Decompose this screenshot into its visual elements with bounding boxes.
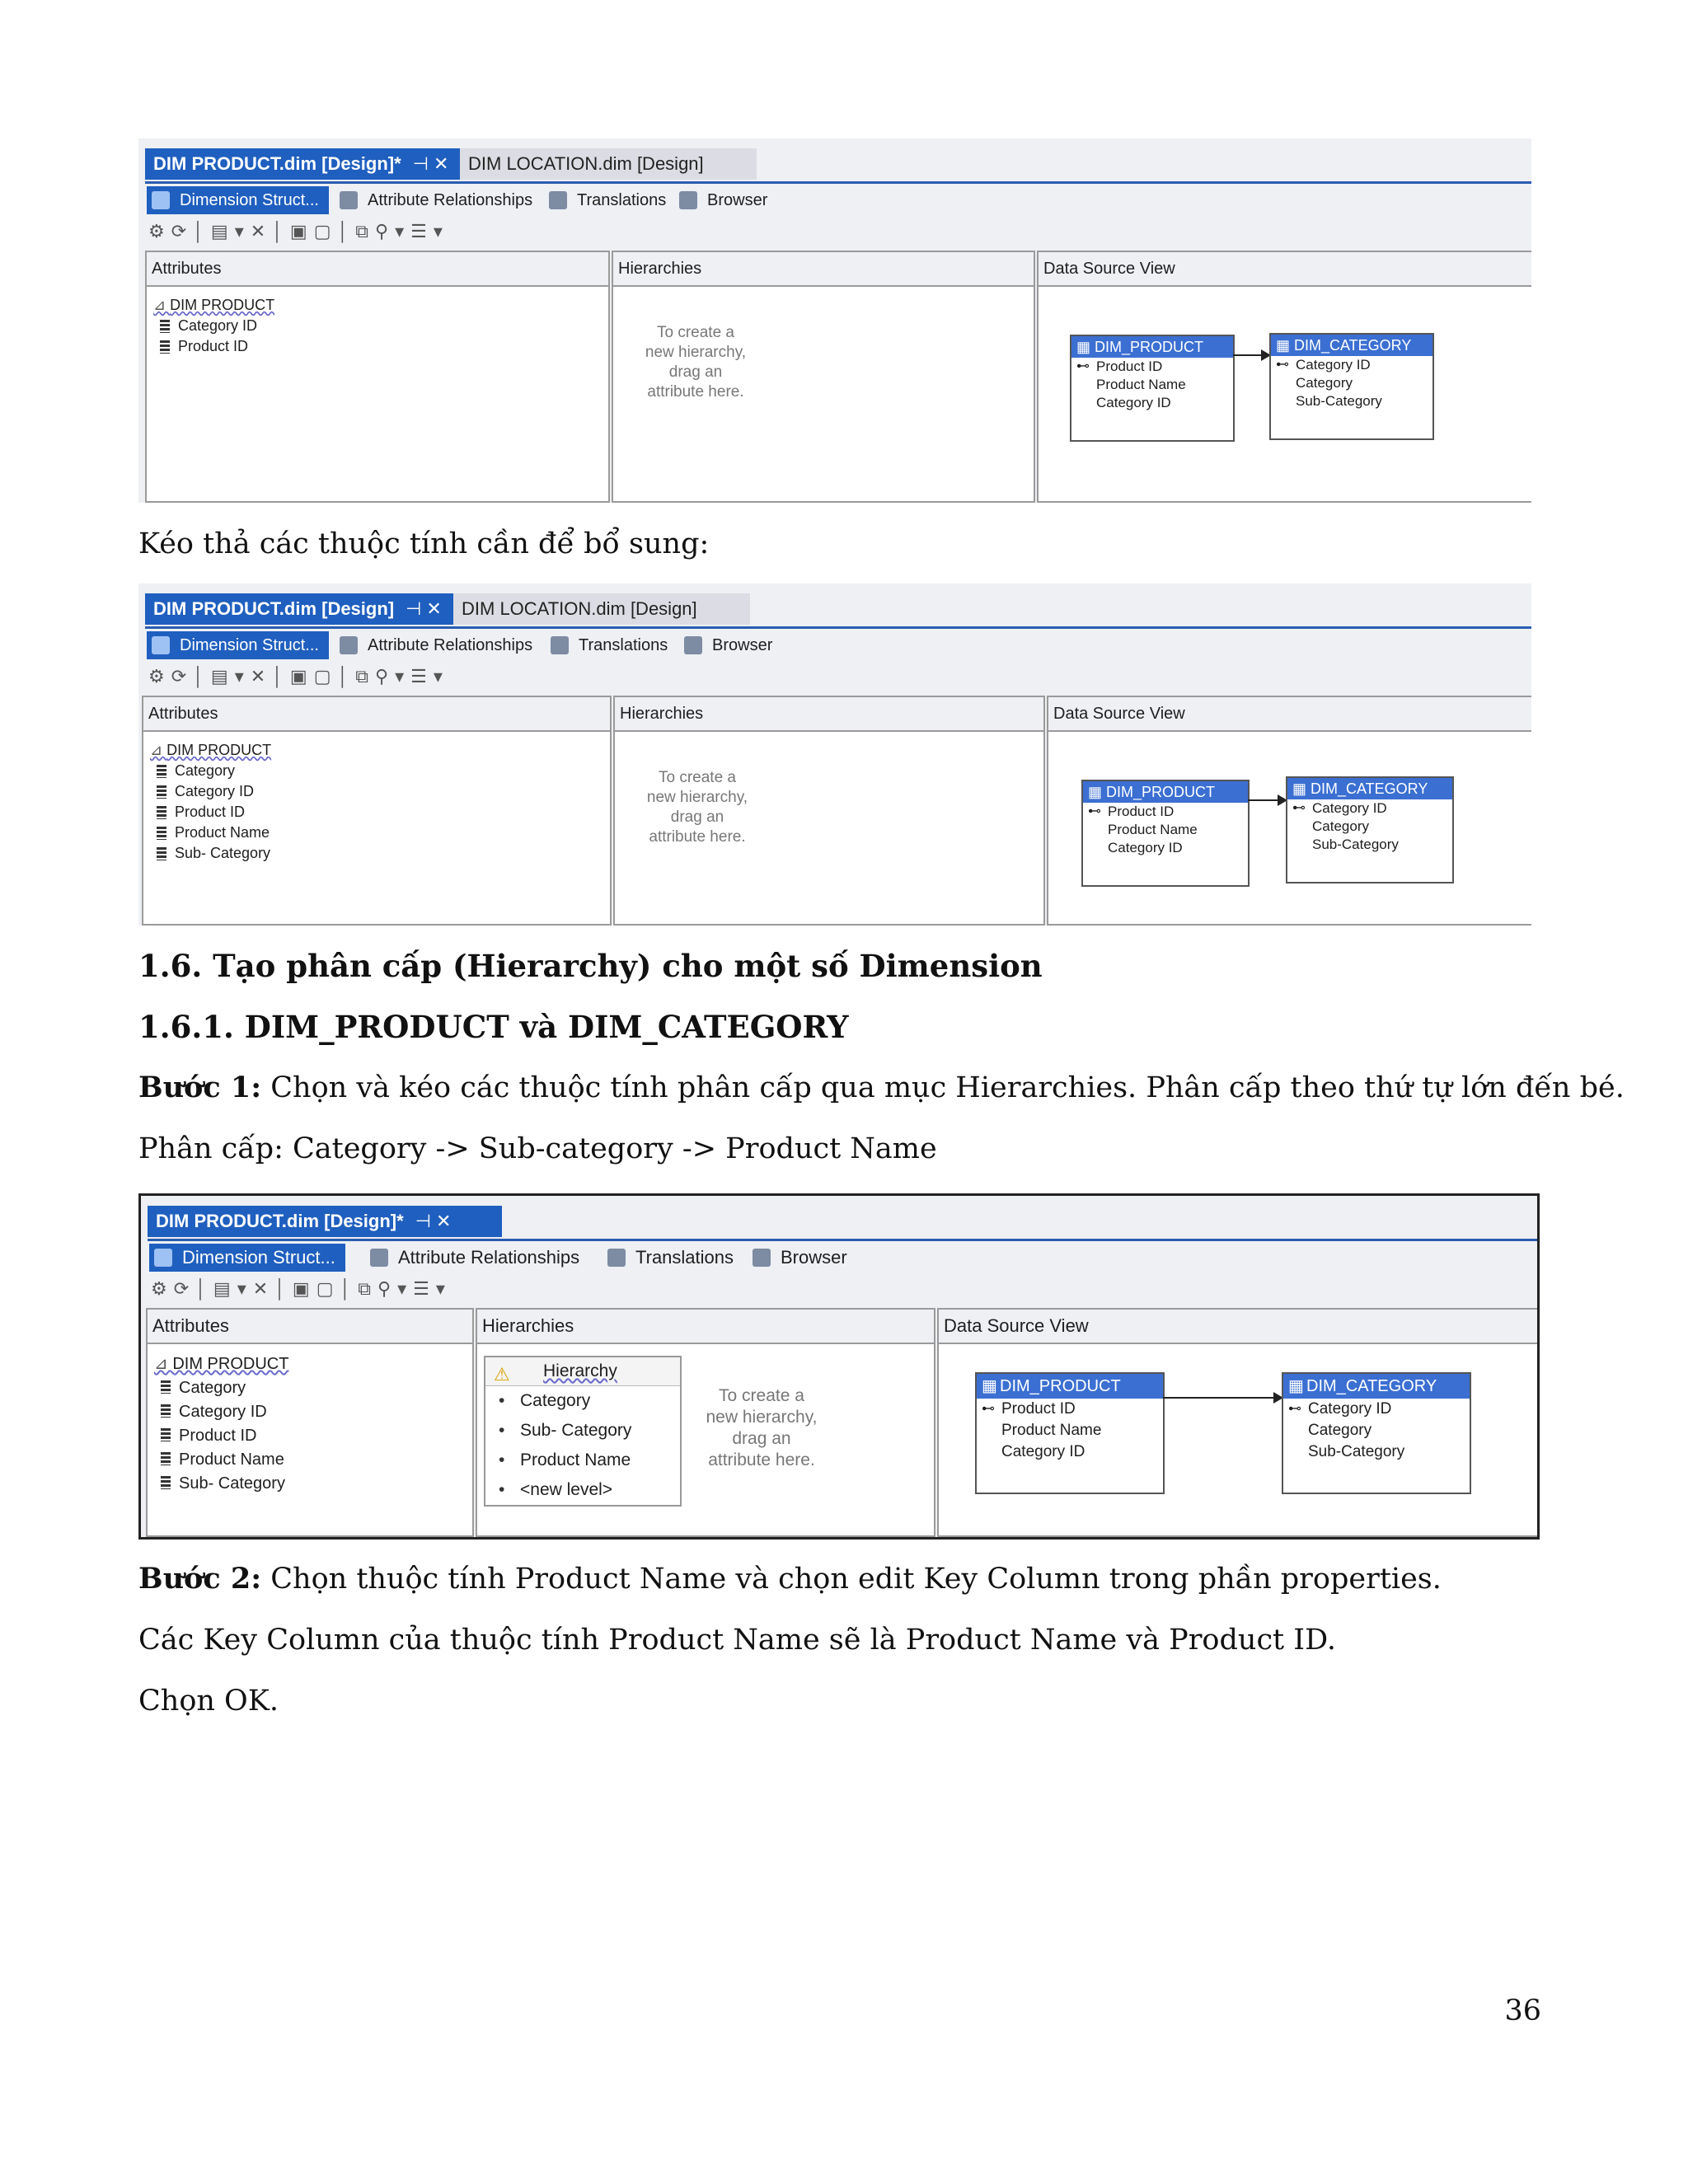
attribute-item[interactable]: Product Name <box>154 1448 288 1472</box>
translations-icon <box>551 636 569 654</box>
relationship-arrow <box>1163 1397 1282 1399</box>
attribute-item[interactable]: Category ID <box>150 781 271 802</box>
relationship-arrow <box>1248 799 1286 801</box>
attribute-tree <box>150 740 271 864</box>
hierarchies-pane <box>476 1308 935 1537</box>
hierarchy-box[interactable] <box>484 1356 682 1507</box>
tab-attribute-relationships[interactable]: Attribute Relationships <box>335 631 532 659</box>
relationships-icon <box>340 191 358 209</box>
table-dim-product[interactable]: ▦ DIM_PRODUCT ⊷ Product ID Product Name Category ID <box>1070 335 1235 442</box>
translations-icon <box>549 191 567 209</box>
hierarchies-pane <box>612 251 1035 503</box>
dimension-icon <box>154 1249 172 1267</box>
hierarchies-header: Hierarchies <box>477 1310 934 1344</box>
designer-toolbar-icons[interactable]: ⚙⟳│▤▾✕│▣▢│⧉⚲▾☰▾ <box>148 666 449 687</box>
tab-translations[interactable]: Translations <box>546 631 668 659</box>
attributes-pane <box>146 1308 474 1537</box>
tree-root[interactable]: ⊿ DIM PRODUCT <box>153 295 274 316</box>
paragraph-ok: Chọn OK. <box>138 1685 279 1718</box>
data-source-view-pane <box>937 1308 1540 1537</box>
hierarchy-hint: To create a new hierarchy, drag an attribute here. <box>645 324 747 401</box>
relationship-arrow <box>1233 354 1269 356</box>
dsv-header: Data Source View <box>1048 697 1531 732</box>
paragraph-key-column: Các Key Column của thuộc tính Product Name sẽ là Product Name và Product ID. <box>138 1624 1337 1657</box>
screenshot-2 <box>138 583 1531 926</box>
hierarchy-level[interactable]: • Product Name <box>485 1446 680 1475</box>
attribute-item[interactable]: Sub- Category <box>150 843 271 864</box>
heading-1-6: 1.6. Tạo phân cấp (Hierarchy) cho một số Dimension <box>138 948 1043 984</box>
hierarchy-level[interactable]: • Sub- Category <box>485 1416 680 1446</box>
tab-dim-location[interactable]: DIM LOCATION.dim [Design] <box>453 593 750 625</box>
page-number: 36 <box>1504 1994 1541 2027</box>
attribute-item[interactable]: Sub- Category <box>154 1472 288 1496</box>
tab-attribute-relationships[interactable]: Attribute Relationships <box>335 186 532 214</box>
designer-toolbar-icons[interactable]: ⚙⟳│▤▾✕│▣▢│⧉⚲▾☰▾ <box>151 1278 452 1299</box>
warning-icon: ⚠ <box>494 1364 510 1385</box>
tab-browser[interactable]: Browser <box>674 186 767 214</box>
hierarchy-hint: To create a new hierarchy, drag an attribute here. <box>646 769 748 846</box>
browser-icon <box>753 1249 771 1267</box>
paragraph-order: Phân cấp: Category -> Sub-category -> Product Name <box>138 1132 937 1165</box>
attribute-item[interactable]: Category ID <box>153 316 274 336</box>
dimension-icon <box>152 636 170 654</box>
paragraph-drag: Kéo thả các thuộc tính cần để bổ sung: <box>138 527 710 560</box>
table-dim-category[interactable]: ▦ DIM_CATEGORY ⊷ Category ID Category Sub-Category <box>1282 1372 1471 1494</box>
designer-toolbar-icons[interactable]: ⚙⟳│▤▾✕│▣▢│⧉⚲▾☰▾ <box>148 221 449 241</box>
hierarchies-header: Hierarchies <box>615 697 1043 732</box>
screenshot-3 <box>138 1193 1540 1540</box>
attribute-tree <box>153 295 274 357</box>
step-1-label: Bước 1: <box>138 1071 262 1104</box>
paragraph-step-1 <box>138 1070 1625 1106</box>
step-2-text: Chọn thuộc tính Product Name và chọn edit Key Column trong phần properties. <box>261 1563 1442 1596</box>
step-1-text: Chọn và kéo các thuộc tính phân cấp qua mục Hierarchies. Phân cấp theo thứ tự lớn đến bé. <box>261 1071 1625 1104</box>
attribute-item[interactable]: Product Name <box>150 823 271 843</box>
attribute-tree <box>154 1352 288 1496</box>
tab-dimension-structure[interactable]: Dimension Struct... <box>147 631 329 659</box>
attributes-pane <box>145 251 610 503</box>
tab-browser[interactable]: Browser <box>748 1244 847 1272</box>
attributes-pane <box>142 696 612 926</box>
hierarchy-title[interactable]: ⚠ Hierarchy <box>485 1357 680 1386</box>
heading-1-6-1: 1.6.1. DIM_PRODUCT và DIM_CATEGORY <box>138 1009 849 1045</box>
browser-icon <box>684 636 702 654</box>
attributes-header: Attributes <box>143 697 610 732</box>
document-tabs <box>148 1206 1537 1241</box>
tab-translations[interactable]: Translations <box>603 1244 734 1272</box>
dimension-icon <box>152 191 170 209</box>
browser-icon <box>679 191 697 209</box>
pin-close-icon[interactable]: ⊣ ✕ <box>415 1211 452 1231</box>
hierarchies-pane <box>613 696 1045 926</box>
attribute-item[interactable]: Category ID <box>154 1400 288 1424</box>
tab-dim-location[interactable]: DIM LOCATION.dim [Design] <box>460 148 757 180</box>
tree-root[interactable]: ⊿ DIM PRODUCT <box>150 740 271 761</box>
attribute-item[interactable]: Product ID <box>154 1424 288 1448</box>
pin-close-icon[interactable]: ⊣ ✕ <box>412 153 449 174</box>
tab-dimension-structure[interactable]: Dimension Struct... <box>149 1244 345 1272</box>
document-tabs <box>145 593 1531 629</box>
table-dim-product[interactable]: ▦ DIM_PRODUCT ⊷ Product ID Product Name Category ID <box>1081 780 1250 887</box>
hierarchies-header: Hierarchies <box>613 252 1034 287</box>
attribute-item[interactable]: Category <box>154 1376 288 1400</box>
tab-dim-product[interactable]: DIM PRODUCT.dim [Design] ⊣ ✕ <box>145 593 468 625</box>
relationships-icon <box>370 1249 388 1267</box>
tab-attribute-relationships[interactable]: Attribute Relationships <box>365 1244 579 1272</box>
document-tabs <box>145 148 1531 184</box>
table-dim-product[interactable]: ▦ DIM_PRODUCT ⊷ Product ID Product Name Category ID <box>975 1372 1165 1494</box>
attributes-header: Attributes <box>147 252 608 287</box>
relationships-icon <box>340 636 358 654</box>
tab-dim-product[interactable]: DIM PRODUCT.dim [Design]* ⊣ ✕ <box>148 1206 502 1237</box>
attribute-item[interactable]: Category <box>150 761 271 781</box>
tab-dim-product[interactable]: DIM PRODUCT.dim [Design]* ⊣ ✕ <box>145 148 475 180</box>
translations-icon <box>607 1249 626 1267</box>
tree-root[interactable]: ⊿ DIM PRODUCT <box>154 1352 288 1376</box>
dsv-header: Data Source View <box>1039 252 1531 287</box>
attribute-item[interactable]: Product ID <box>150 802 271 823</box>
tab-translations[interactable]: Translations <box>544 186 666 214</box>
table-dim-category[interactable]: ▦ DIM_CATEGORY ⊷ Category ID Category Sub-Category <box>1286 776 1454 883</box>
new-level[interactable]: • <new level> <box>485 1475 680 1505</box>
screenshot-1 <box>138 138 1531 503</box>
table-dim-category[interactable]: ▦ DIM_CATEGORY ⊷ Category ID Category Sub-Category <box>1269 333 1434 440</box>
hierarchy-level[interactable]: • Category <box>485 1386 680 1416</box>
tab-browser[interactable]: Browser <box>679 631 772 659</box>
data-source-view-pane <box>1037 251 1531 503</box>
pin-close-icon[interactable]: ⊣ ✕ <box>406 598 442 619</box>
step-2-label: Bước 2: <box>138 1562 262 1596</box>
data-source-view-pane <box>1047 696 1531 926</box>
hierarchy-hint: To create a new hierarchy, drag an attribute here. <box>706 1386 818 1469</box>
attributes-header: Attributes <box>148 1310 472 1344</box>
attribute-item[interactable]: Product ID <box>153 336 274 357</box>
paragraph-step-2 <box>138 1561 1442 1597</box>
dsv-header: Data Source View <box>939 1310 1540 1344</box>
tab-dimension-structure[interactable]: Dimension Struct... <box>147 186 329 214</box>
